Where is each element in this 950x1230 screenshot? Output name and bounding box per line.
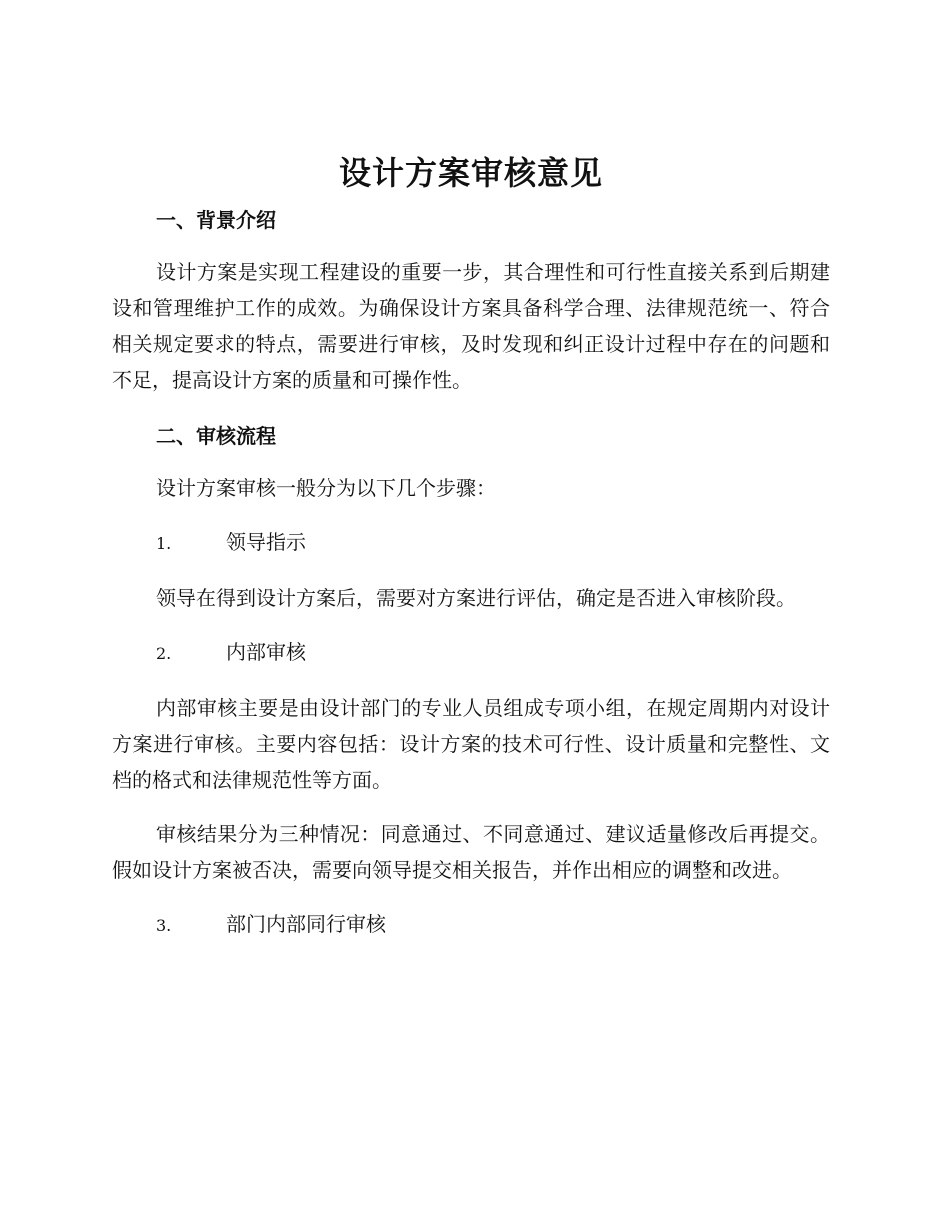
step-number: 1. (156, 534, 172, 553)
step-label: 内部审核 (226, 640, 306, 664)
step-number: 2. (156, 644, 172, 663)
step-item-3 (112, 906, 830, 944)
step-number: 3. (156, 916, 172, 935)
step-1-paragraph: 领导在得到设计方案后，需要对方案进行评估，确定是否进入审核阶段。 (156, 586, 796, 610)
background-paragraph: 设计方案是实现工程建设的重要一步，其合理性和可行性直接关系到后期建设和管理维护工作的成效。为确保设计方案具备科学合理、法律规范统一、符合相关规定要求的特点，需要进行审核，及时发现和纠正设计过程中存在的问题和不足，提高设计方案的质量和可操作性。 (112, 260, 830, 392)
document-title: 设计方案审核意见 (338, 154, 603, 192)
step-2-paragraph-1: 内部审核主要是由设计部门的专业人员组成专项小组，在规定周期内对设计方案进行审核。主要内容包括：设计方案的技术可行性、设计质量和完整性、文档的格式和法律规范性等方面。 (112, 696, 830, 792)
step-2-paragraph-2: 审核结果分为三种情况：同意通过、不同意通过、建议适量修改后再提交。假如设计方案被否决，需要向领导提交相关报告，并作出相应的调整和改进。 (112, 822, 830, 882)
document-body (112, 150, 830, 944)
section-heading-background: 一、背景介绍 (156, 208, 276, 232)
step-label: 部门内部同行审核 (226, 912, 386, 936)
step-item-1 (112, 524, 830, 562)
review-process-intro: 设计方案审核一般分为以下几个步骤： (156, 476, 496, 500)
step-item-2 (112, 634, 830, 672)
step-label: 领导指示 (226, 530, 306, 554)
section-heading-review-process: 二、审核流程 (156, 424, 276, 448)
